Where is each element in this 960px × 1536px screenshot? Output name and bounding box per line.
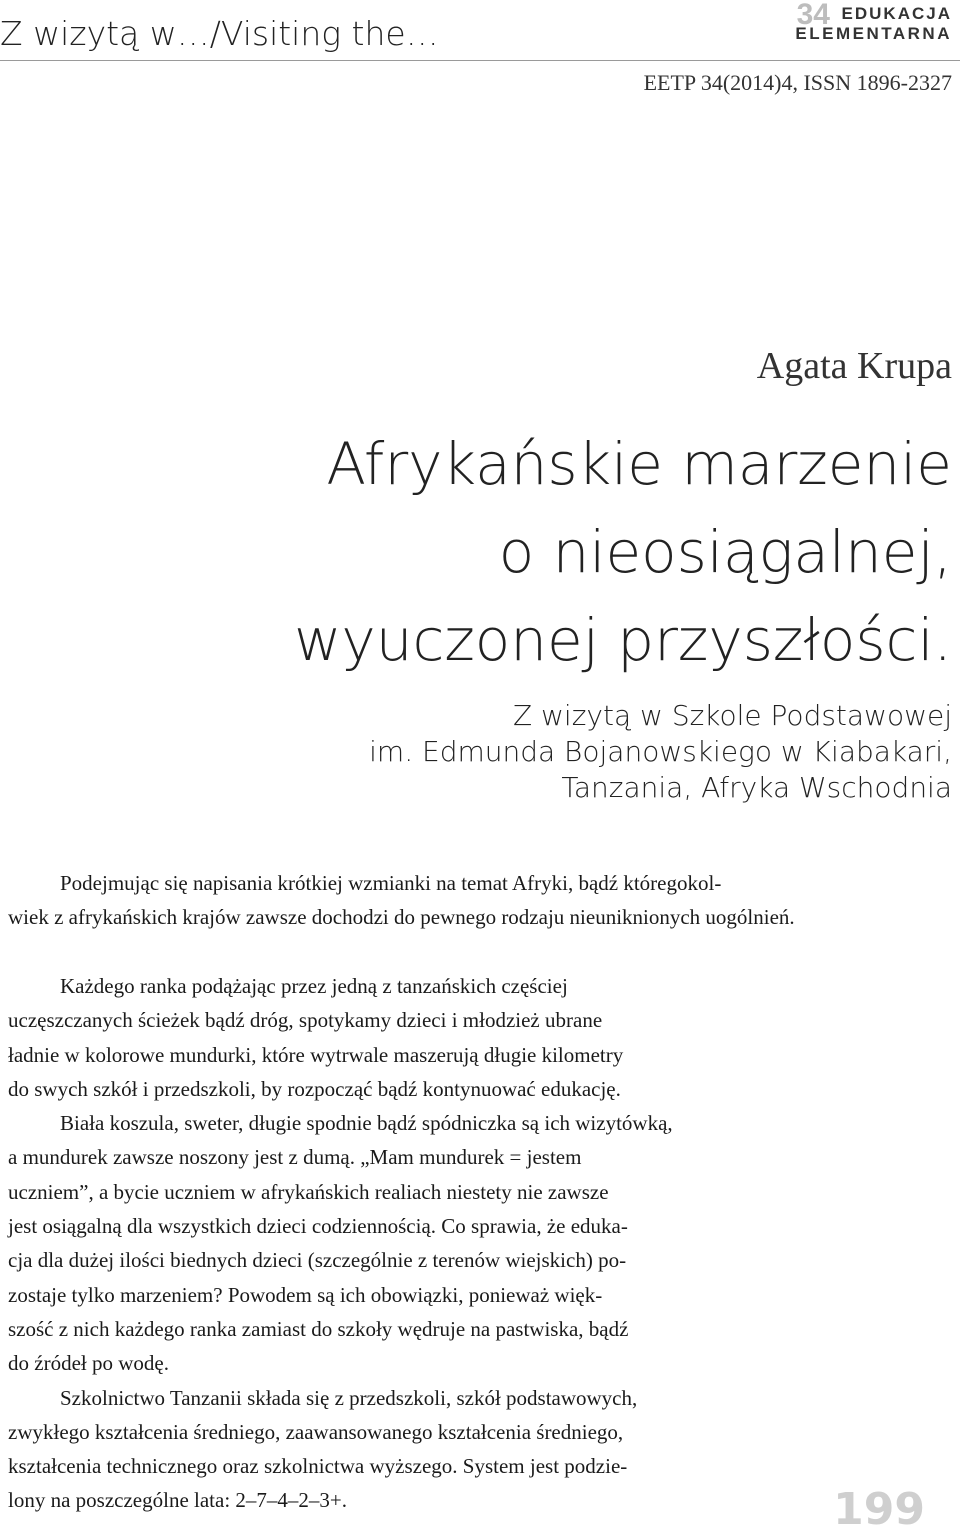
body-text [8,969,953,1518]
text-line: uczęszczanych ścieżek bądź dróg, spotykamy dzieci i młodzież ubrane [8,1008,603,1033]
text-line: Podejmując się napisania krótkiej wzmianki na temat Afryki, bądź któregokol- [60,871,722,895]
text-line: do swych szkół i przedszkoli, by rozpocząć bądź kontynuować edukację. [8,1076,621,1101]
text-line: a mundurek zawsze noszony jest z dumą. „Mam mundurek = jestem [8,1145,582,1170]
lead-paragraph [8,866,953,935]
text-line: lony na poszczególne lata: 2–7–4–2–3+. [8,1488,348,1513]
text-line: jest osiągalną dla wszystkich dzieci codziennością. Co sprawia, że eduka- [8,1214,628,1239]
title-line: Afrykańskie marzenie [326,430,952,498]
text-line: Biała koszula, sweter, długie spodnie bądź spódniczka są ich wizytówką, [60,1111,673,1136]
subtitle-line: Z wizytą w Szkole Podstawowej [512,699,952,732]
article-subtitle [52,698,952,806]
title-line: wyuczonej przyszłości. [293,606,952,674]
issue-info: EETP 34(2014)4, ISSN 1896-2327 [643,70,952,95]
brand-number: 34 [796,0,830,31]
article-title [52,420,952,684]
title-line: o nieosiągalnej, [498,518,952,586]
header-divider [0,60,960,61]
text-line: uczniem”, a bycie uczniem w afrykańskich realiach niestety nie zawsze [8,1179,609,1204]
text-line: kształcenia technicznego oraz szkolnictwa wyższego. System jest podzie- [8,1454,628,1479]
text-line: zwykłego kształcenia średniego, zaawansowanego kształcenia średniego, [8,1419,624,1444]
text-line: ładnie w kolorowe mundurki, które wytrwale maszerują długie kilometry [8,1042,624,1067]
page-number: 199 [833,1484,925,1535]
text-line: Każdego ranka podążając przez jedną z tanzańskich częściej [60,974,568,998]
text-line: wiek z afrykańskich krajów zawsze dochodzi do pewnego rodzaju nieuniknionych uogólnień. [8,905,795,930]
brand-line-2: ELEMENTARNA [795,24,952,43]
subtitle-line: Tanzania, Afryka Wschodnia [561,771,952,804]
brand-line-1: EDUKACJA [841,4,952,23]
text-line: cja dla dużej ilości biednych dzieci (szczególnie z terenów wiejskich) po- [8,1248,627,1273]
journal-brand [732,0,952,50]
text-line: szość z nich każdego ranka zamiast do szkoły wędruje na pastwiska, bądź [8,1316,629,1341]
author-name: Agata Krupa [756,345,952,387]
text-line: zostaje tylko marzeniem? Powodem są ich obowiązki, ponieważ więk- [8,1282,603,1307]
running-head: Z wizytą w…/Visiting the… [0,14,439,53]
text-line: do źródeł po wodę. [8,1351,169,1376]
text-line: Szkolnictwo Tanzanii składa się z przedszkoli, szkół podstawowych, [60,1385,638,1410]
subtitle-line: im. Edmunda Bojanowskiego w Kiabakari, [369,735,952,768]
